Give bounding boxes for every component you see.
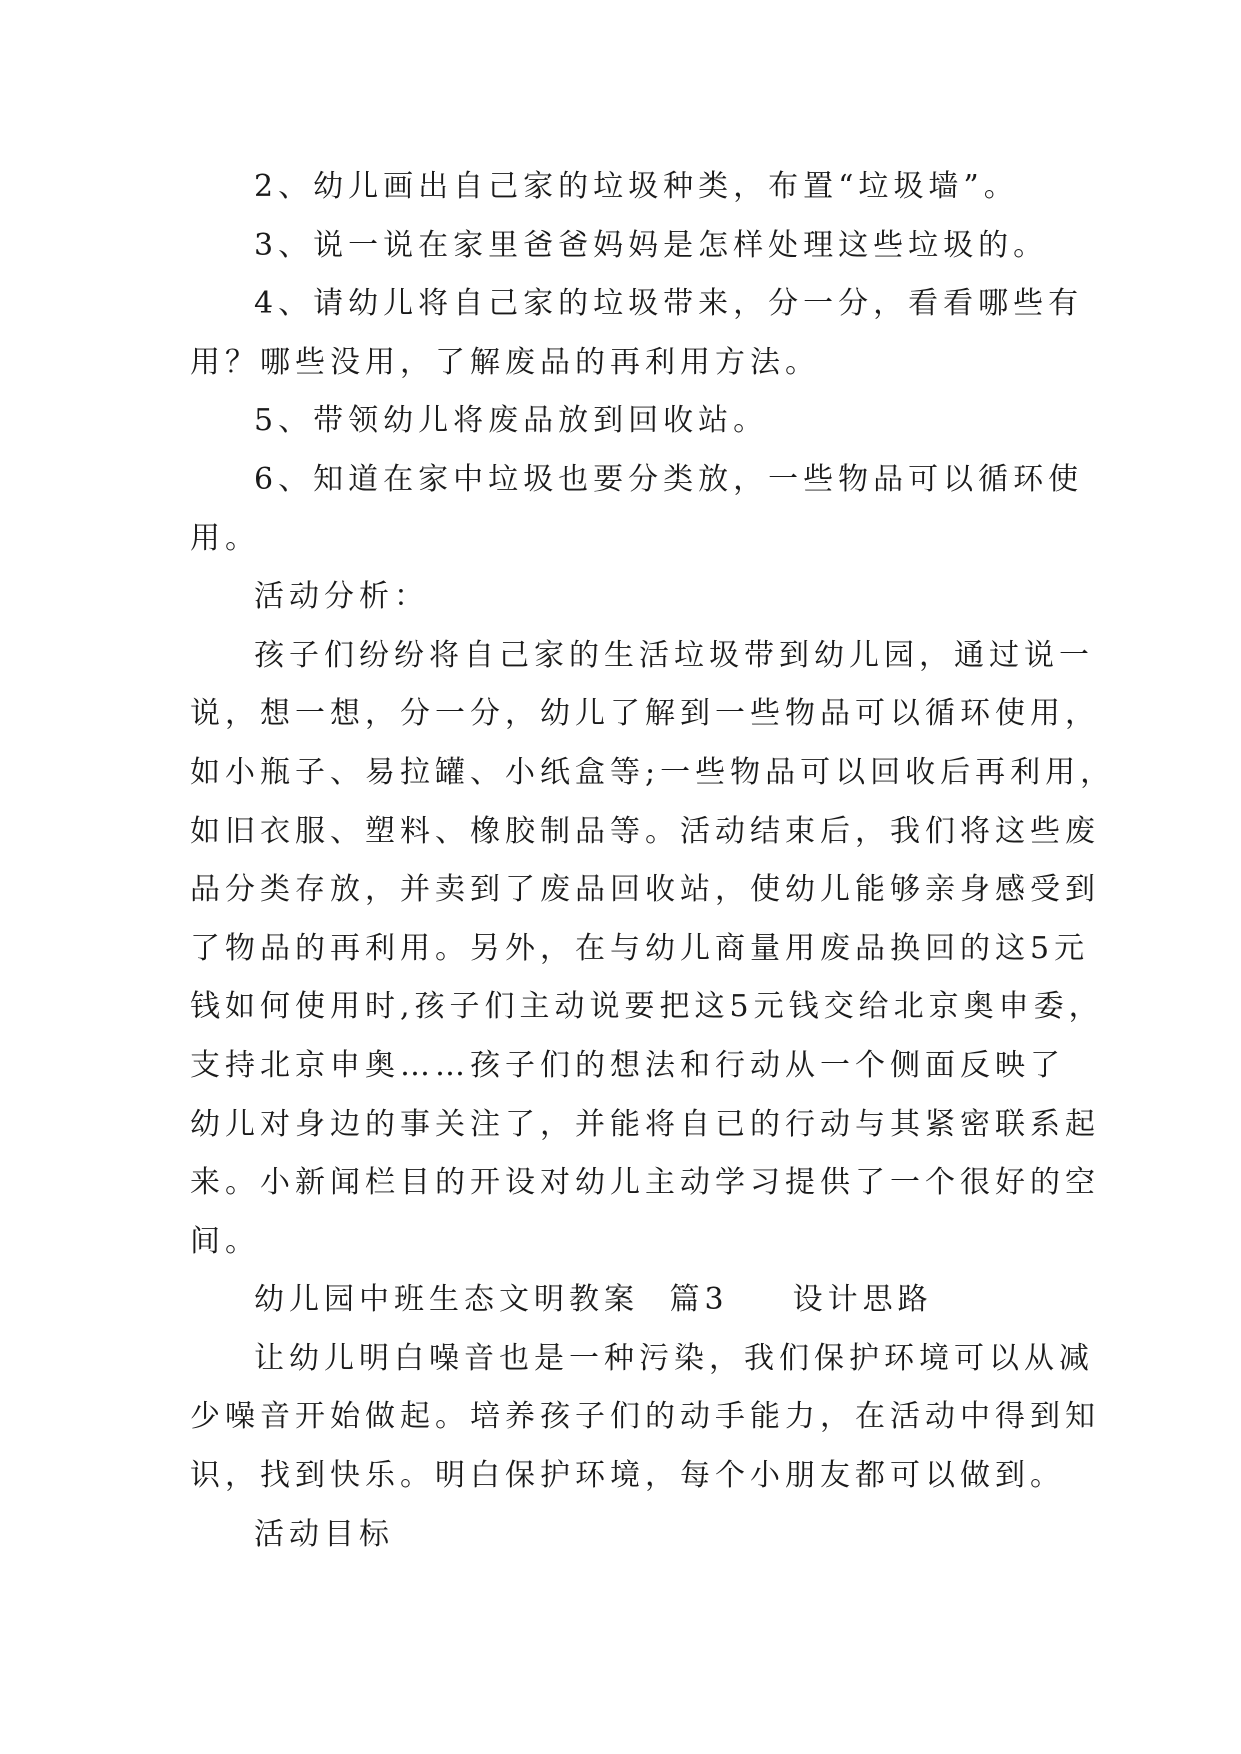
list-item-2: 2、幼儿画出自己家的垃圾种类，布置“垃圾墙”。: [254, 169, 1019, 204]
paragraph-line: 少噪音开始做起。培养孩子们的动手能力，在活动中得到知: [190, 1399, 1100, 1435]
list-item-6: 6、知道在家中垃圾也要分类放，一些物品可以循环使: [254, 461, 1084, 497]
paragraph-line: 来。小新闻栏目的开设对幼儿主动学习提供了一个很好的空: [190, 1165, 1100, 1201]
section-heading-lesson-plan: [190, 1271, 1060, 1330]
list-item-6-continued: 用。: [190, 520, 260, 556]
paragraph-line: 了物品的再利用。另外，在与幼儿商量用废品换回的这5元: [190, 930, 1090, 966]
paragraph-line: 让幼儿明白噪音也是一种污染，我们保护环境可以从减: [254, 1340, 1094, 1376]
paragraph-line: 说，想一想，分一分，幼儿了解到一些物品可以循环使用，: [190, 696, 1100, 732]
paragraph-line: 幼儿对身边的事关注了，并能将自已的行动与其紧密联系起: [190, 1106, 1100, 1142]
paragraph-line: 识，找到快乐。明白保护环境，每个小朋友都可以做到。: [190, 1458, 1065, 1494]
paragraph-line: 如旧衣服、塑料、橡胶制品等。活动结束后，我们将这些废: [190, 813, 1100, 849]
paragraph-line: 钱如何使用时,孩子们主动说要把这5元钱交给北京奥申委，: [190, 989, 1104, 1025]
heading-part: 篇3: [669, 1282, 729, 1318]
paragraph-line: 如小瓶子、易拉罐、小纸盒等;一些物品可以回收后再利用，: [190, 754, 1116, 790]
list-item-4-continued: 用？哪些没用，了解废品的再利用方法。: [190, 344, 820, 380]
heading-subtitle: 设计思路: [792, 1282, 933, 1318]
document-body: [190, 158, 1116, 1564]
paragraph-line: 孩子们纷纷将自己家的生活垃圾带到幼儿园，通过说一: [254, 637, 1094, 673]
list-item-4: 4、请幼儿将自己家的垃圾带来，分一分，看看哪些有: [254, 286, 1084, 322]
heading-title: 幼儿园中班生态文明教案: [254, 1282, 639, 1318]
paragraph-line: 支持北京申奥……孩子们的想法和行动从一个侧面反映了: [190, 1047, 1065, 1083]
list-item-5: 5、带领幼儿将废品放到回收站。: [254, 403, 769, 439]
section-heading-goals: 活动目标: [254, 1516, 394, 1552]
paragraph-line: 间。: [190, 1223, 260, 1259]
list-item-3: 3、说一说在家里爸爸妈妈是怎样处理这些垃圾的。: [254, 227, 1049, 263]
paragraph-line: 品分类存放，并卖到了废品回收站，使幼儿能够亲身感受到: [190, 872, 1100, 908]
section-heading-analysis: 活动分析：: [254, 579, 429, 615]
